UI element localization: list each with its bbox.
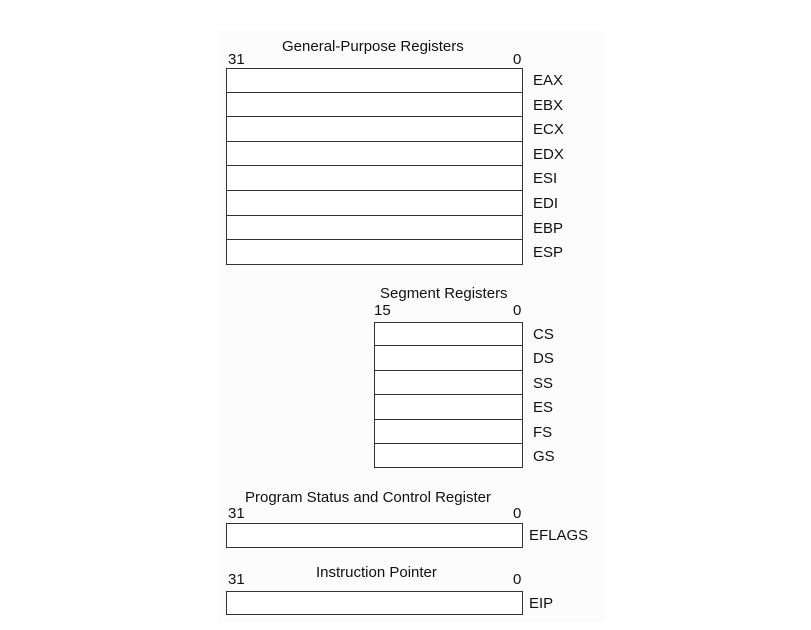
register-label-ds: DS [533, 350, 554, 368]
register-box-fs [374, 419, 523, 444]
register-box-eflags [226, 523, 523, 548]
register-box-ds [374, 345, 523, 370]
ip-title: Instruction Pointer [316, 564, 437, 581]
ip-high-bit: 31 [228, 571, 245, 588]
register-label-ebp: EBP [533, 219, 564, 237]
gpr-title: General-Purpose Registers [282, 38, 464, 55]
psc-title: Program Status and Control Register [245, 489, 491, 506]
seg-title: Segment Registers [380, 285, 508, 302]
register-box-edx [226, 141, 523, 167]
seg-high-bit: 15 [374, 302, 391, 319]
register-label-edx: EDX [533, 145, 564, 163]
register-label-ss: SS [533, 374, 554, 392]
register-box-cs [374, 322, 523, 346]
register-box-ebp [226, 215, 523, 241]
register-label-gs: GS [533, 448, 555, 465]
register-label-esi: ESI [533, 170, 558, 188]
register-box-eip [226, 591, 523, 615]
register-label-esp: ESP [533, 244, 564, 262]
register-box-eax [226, 68, 523, 93]
gpr-high-bit: 31 [228, 51, 245, 68]
register-label-cs: CS [533, 326, 554, 343]
register-label-eip: EIP [529, 595, 554, 612]
register-label-eax: EAX [533, 72, 564, 89]
register-label-ecx: ECX [533, 121, 564, 139]
register-box-gs [374, 443, 523, 468]
psc-high-bit: 31 [228, 505, 245, 522]
register-box-esi [226, 165, 523, 191]
register-box-es [374, 394, 523, 419]
register-label-ebx: EBX [533, 96, 564, 114]
seg-low-bit: 0 [513, 302, 522, 319]
register-label-fs: FS [533, 423, 553, 441]
gpr-low-bit: 0 [513, 51, 522, 68]
register-box-edi [226, 190, 523, 216]
register-label-eflags: EFLAGS [529, 527, 589, 544]
ip-low-bit: 0 [513, 571, 522, 588]
register-box-esp [226, 239, 523, 265]
register-label-es: ES [533, 399, 554, 417]
register-label-edi: EDI [533, 195, 559, 212]
psc-low-bit: 0 [513, 505, 522, 522]
register-box-ecx [226, 116, 523, 142]
register-box-ss [374, 370, 523, 395]
register-box-ebx [226, 92, 523, 118]
